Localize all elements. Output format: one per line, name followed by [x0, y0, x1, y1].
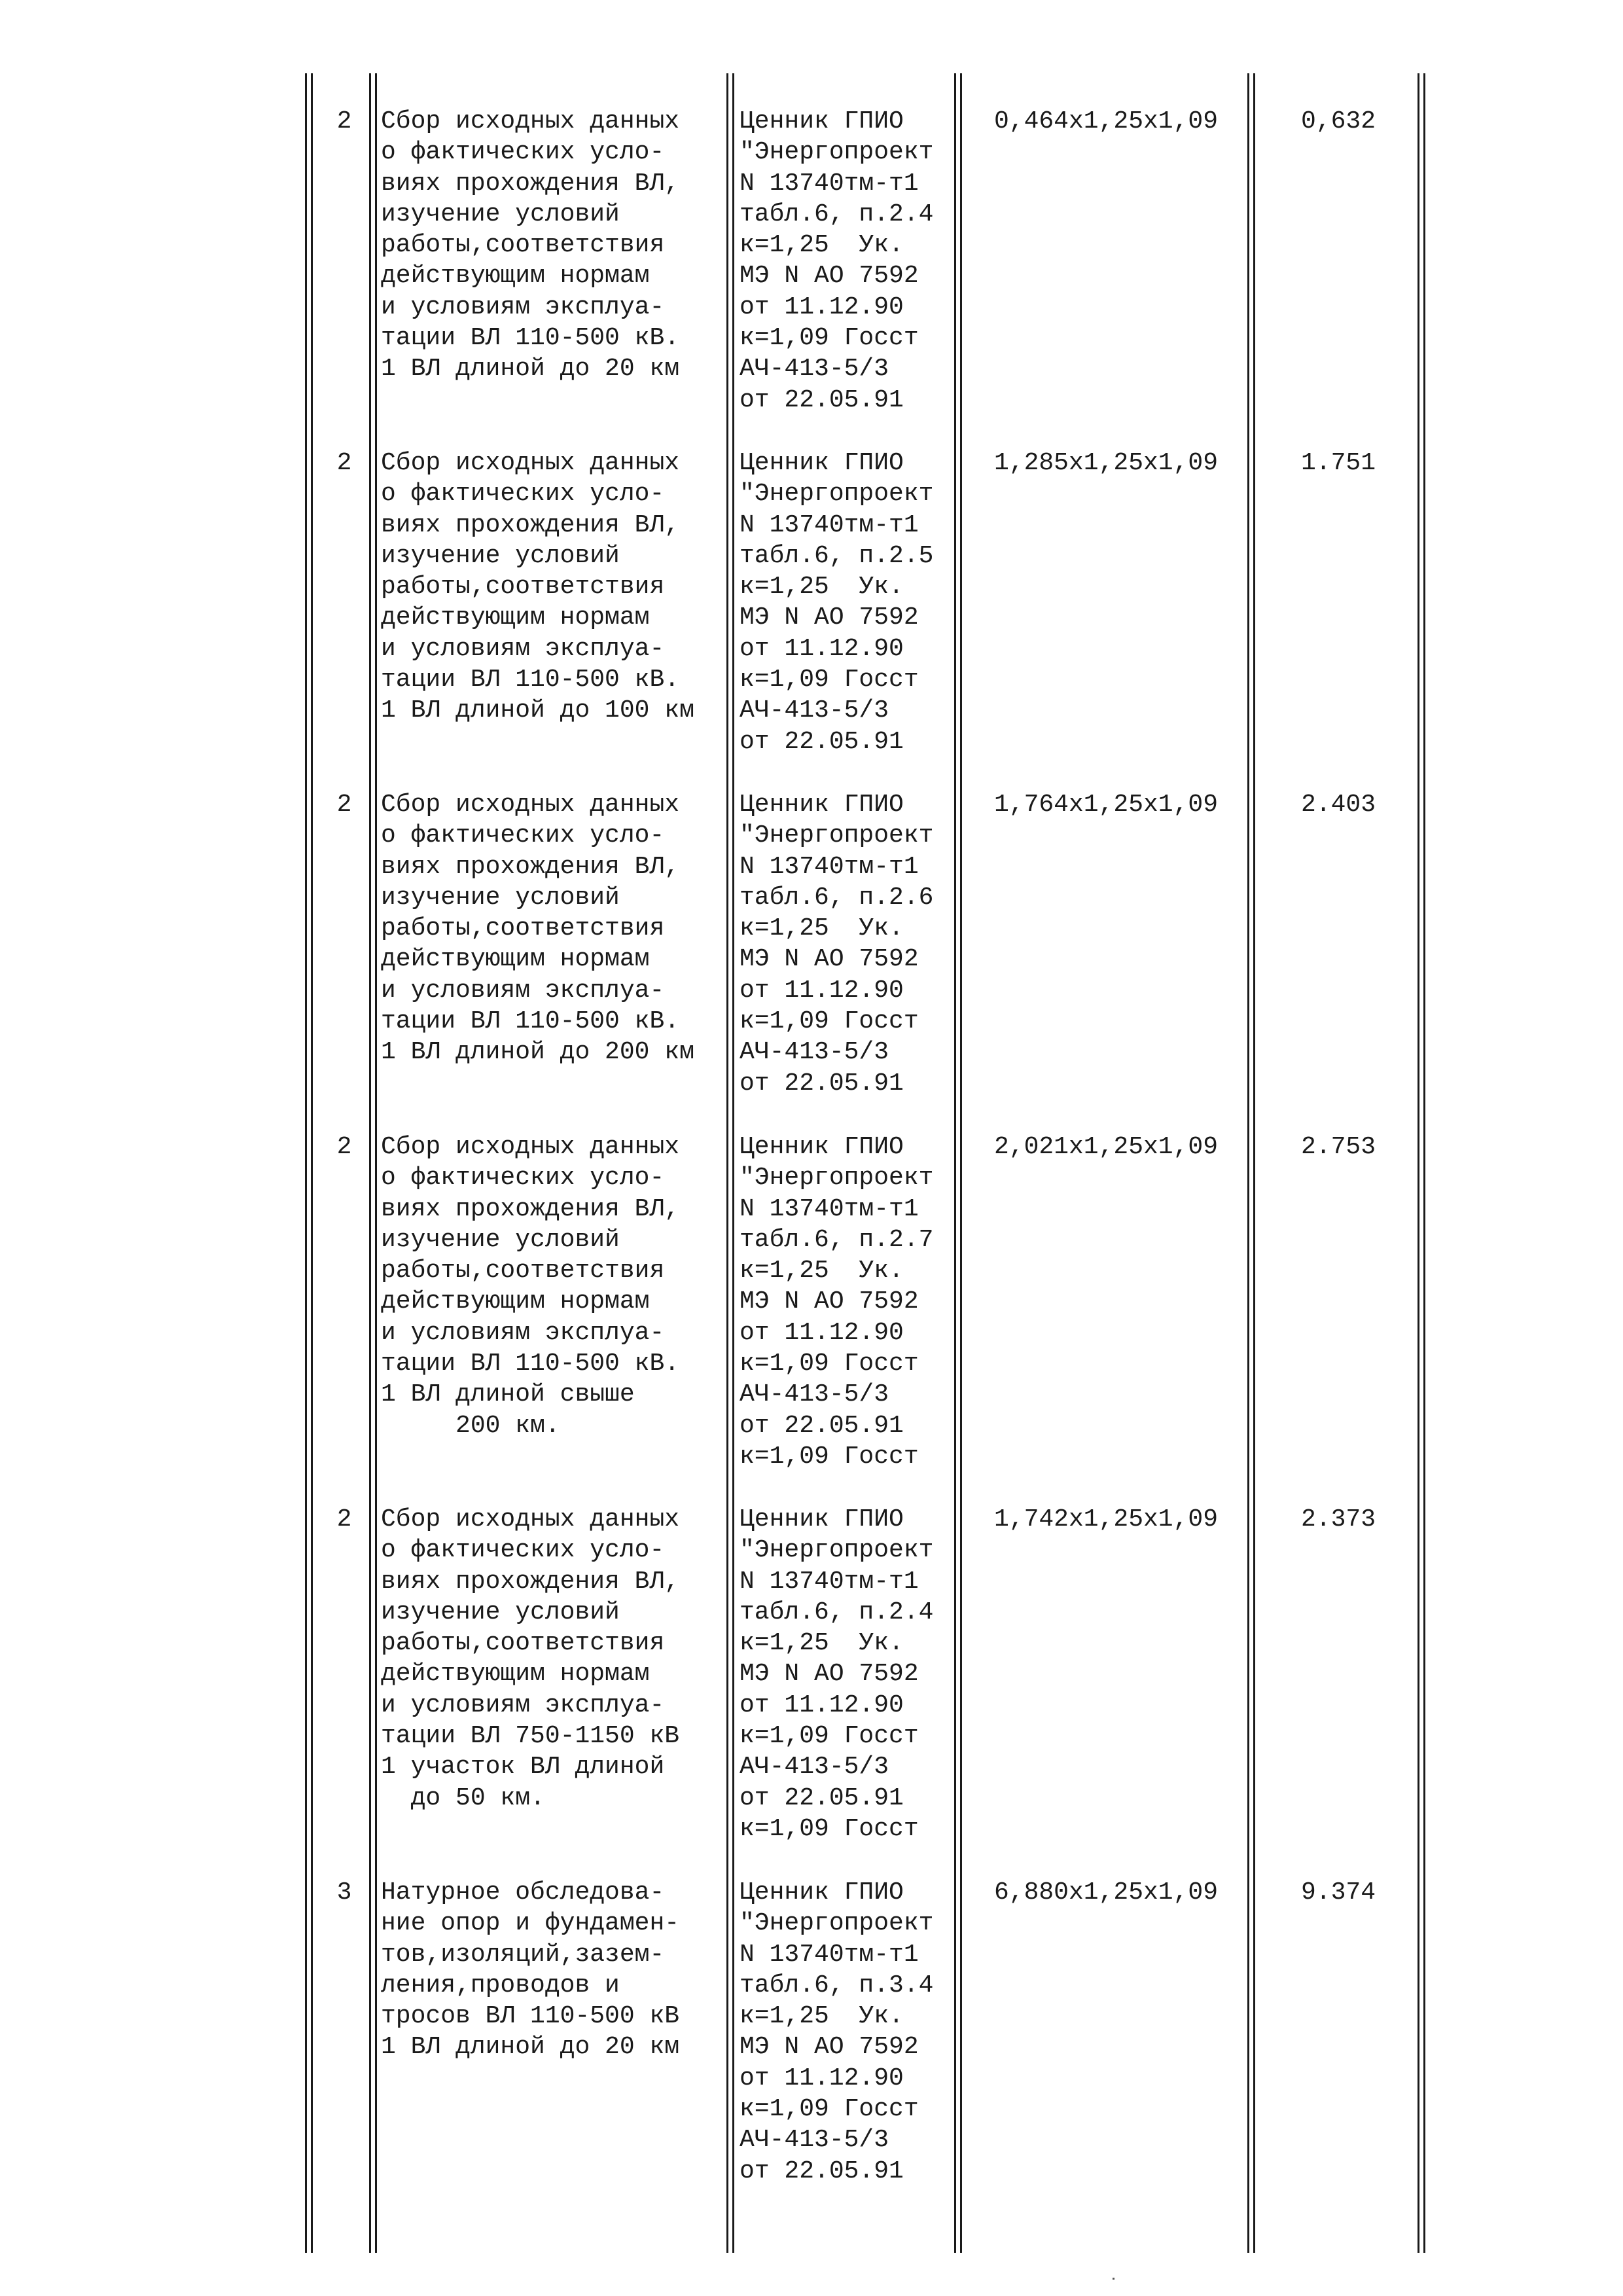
- cost-total: 1.751: [1300, 449, 1376, 477]
- cost-total: 2.373: [1300, 1505, 1376, 1534]
- cost-total: 2.403: [1300, 791, 1376, 819]
- calculation-formula: 1,764x1,25x1,09: [993, 791, 1219, 819]
- table-rule-left: [305, 73, 313, 2253]
- calculation-formula: 1,742x1,25x1,09: [993, 1505, 1219, 1534]
- cost-total: 0,632: [1300, 107, 1376, 135]
- price-reference: Ценник ГПИО "Энергопроект N 13740тм-т1 табл.6, п.2.7 к=1,25 Ук. МЭ N АО 7592 от 11.12.90 к=1,09 Госст АЧ-413-5/3 от 22.05.91 к=1,09 Госст: [740, 1133, 934, 1471]
- work-description: Сбор исходных данных о фактических усло- виях прохождения ВЛ, изучение условий работы,соответствия действующим нормам и условиям эксплуа- тации ВЛ 110-500 кВ. 1 ВЛ длиной до 20 км: [381, 107, 680, 384]
- price-reference: Ценник ГПИО "Энергопроект N 13740тм-т1 табл.6, п.2.4 к=1,25 Ук. МЭ N АО 7592 от 11.12.90 к=1,09 Госст АЧ-413-5/3 от 22.05.91 к=1,09 Госст: [740, 1505, 934, 1843]
- scan-speck: [1113, 2278, 1115, 2280]
- work-description: Сбор исходных данных о фактических усло- виях прохождения ВЛ, изучение условий работы,соответствия действующим нормам и условиям эксплуа- тации ВЛ 110-500 кВ. 1 ВЛ длиной до 200 км: [381, 791, 694, 1067]
- item-number: 2: [336, 449, 352, 477]
- work-description: Натурное обследова- ние опор и фундамен- тов,изоляций,зазем- ления,проводов и тросов ВЛ 110-500 кВ 1 ВЛ длиной до 20 км: [381, 1878, 680, 2062]
- cost-total: 9.374: [1300, 1878, 1376, 1907]
- price-reference: Ценник ГПИО "Энергопроект N 13740тм-т1 табл.6, п.3.4 к=1,25 Ук. МЭ N АО 7592 от 11.12.90 к=1,09 Госст АЧ-413-5/3 от 22.05.91: [740, 1878, 934, 2185]
- item-number: 2: [336, 1505, 352, 1534]
- table-rule-right: [1418, 73, 1425, 2253]
- work-description: Сбор исходных данных о фактических усло- виях прохождения ВЛ, изучение условий работы,соответствия действующим нормам и условиям эксплуа- тации ВЛ 110-500 кВ. 1 ВЛ длиной до 100 км: [381, 449, 694, 725]
- price-reference: Ценник ГПИО "Энергопроект N 13740тм-т1 табл.6, п.2.5 к=1,25 Ук. МЭ N АО 7592 от 11.12.90 к=1,09 Госст АЧ-413-5/3 от 22.05.91: [740, 449, 934, 756]
- item-number: 2: [336, 1133, 352, 1161]
- item-number: 2: [336, 107, 352, 135]
- work-description: Сбор исходных данных о фактических усло- виях прохождения ВЛ, изучение условий работы,соответствия действующим нормам и условиям эксплуа- тации ВЛ 110-500 кВ. 1 ВЛ длиной свыше 200 км.: [381, 1133, 680, 1440]
- table-rule-4: [1247, 73, 1255, 2253]
- calculation-formula: 6,880x1,25x1,09: [993, 1878, 1219, 1907]
- table-rule-1: [369, 73, 377, 2253]
- calculation-formula: 0,464x1,25x1,09: [993, 107, 1219, 135]
- item-number: 3: [336, 1878, 352, 1907]
- calculation-formula: 2,021x1,25x1,09: [993, 1133, 1219, 1161]
- calculation-formula: 1,285x1,25x1,09: [993, 449, 1219, 477]
- work-description: Сбор исходных данных о фактических усло- виях прохождения ВЛ, изучение условий работы,соответствия действующим нормам и условиям эксплуа- тации ВЛ 750-1150 кВ 1 участок ВЛ длиной до 50 км.: [381, 1505, 680, 1812]
- cost-total: 2.753: [1300, 1133, 1376, 1161]
- price-reference: Ценник ГПИО "Энергопроект N 13740тм-т1 табл.6, п.2.4 к=1,25 Ук. МЭ N АО 7592 от 11.12.90 к=1,09 Госст АЧ-413-5/3 от 22.05.91: [740, 107, 934, 414]
- item-number: 2: [336, 791, 352, 819]
- price-reference: Ценник ГПИО "Энергопроект N 13740тм-т1 табл.6, п.2.6 к=1,25 Ук. МЭ N АО 7592 от 11.12.90 к=1,09 Госст АЧ-413-5/3 от 22.05.91: [740, 791, 934, 1098]
